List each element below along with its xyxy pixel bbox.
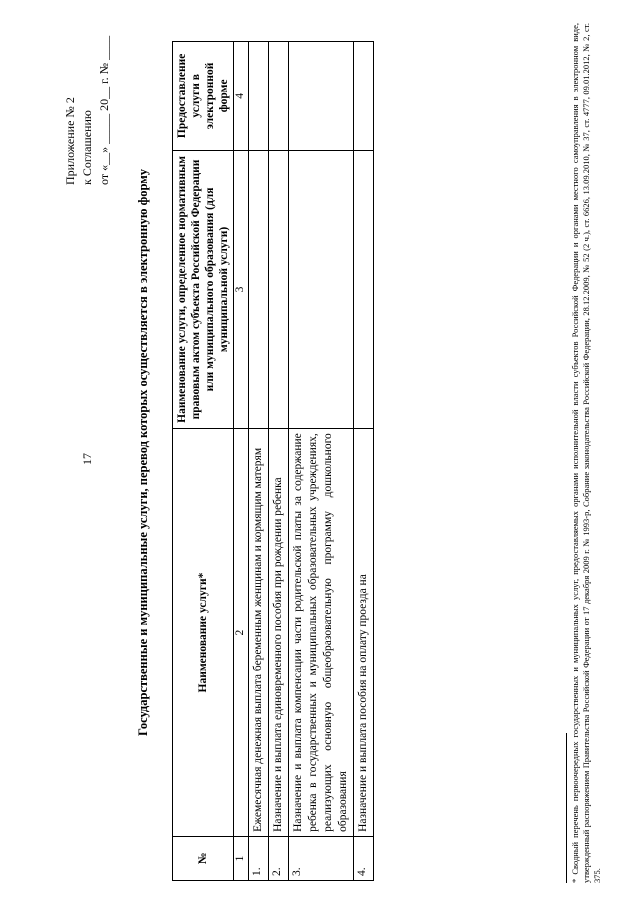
service-name: Назначение и выплата пособия на оплату проезда на xyxy=(354,429,374,837)
table-row xyxy=(269,42,289,881)
appendix-line-3: от «__» _____ 20__ г. № ____ xyxy=(97,35,111,185)
header-electronic-form: Предоставление услуги в электронной форме xyxy=(173,42,234,151)
electronic-form xyxy=(289,42,354,151)
column-number-row xyxy=(234,42,249,881)
service-name: Назначение и выплата компенсации части родительской платы за содержание ребенка в государственных и муниципальных образовательных учреждениях, реализующих основную общеобразовательную программу дошкольного образования xyxy=(289,429,354,837)
appendix-block xyxy=(62,36,113,185)
electronic-form xyxy=(249,42,269,151)
table-row xyxy=(289,42,354,881)
header-legal-act-name: Наименование услуги, определенное нормативным правовым актом субъекта Российской Федерации или муниципального образования (для муниципальной услуги) xyxy=(173,150,234,429)
row-number: 3. xyxy=(289,836,354,880)
footnote: * Сводный перечень первоочередных государственных и муниципальных услуг, предоставляемых органами исполнительной власти субъектов Российской Федерации и органами местного самоуправления в электронном виде, утвержденный распоряжением Правительства Российской Федерации от 17 декабря 2009 г. № 1993-р, Собрание законодательства Российской Федерации, 28.12.2009, № 52 (2 ч.), ст. 6626, 13.09.2010, № 37, ст. 4777, 09.01.2012, № 2, ст. 375. xyxy=(570,23,602,883)
row-number: 4. xyxy=(354,836,374,880)
column-number-1: 1 xyxy=(234,836,249,880)
table-row xyxy=(354,42,374,881)
legal-act-name xyxy=(249,150,269,429)
appendix-line-2: к Соглашению xyxy=(80,110,94,185)
appendix-line-1: Приложение № 2 xyxy=(63,97,77,185)
row-number: 1. xyxy=(249,836,269,880)
legal-act-name xyxy=(289,150,354,429)
legal-act-name xyxy=(354,150,374,429)
footnote-separator xyxy=(566,733,567,883)
row-number: 2. xyxy=(269,836,289,880)
service-name: Ежемесячная денежная выплата беременным женщинам и кормящим матерям xyxy=(249,429,269,837)
document-title: Государственные и муниципальные услуги, перевод которых осуществляется в электронную форму xyxy=(136,168,150,737)
legal-act-name xyxy=(269,150,289,429)
services-table xyxy=(172,41,374,881)
electronic-form xyxy=(354,42,374,151)
column-number-2: 2 xyxy=(234,429,249,837)
page-number: 17 xyxy=(80,453,94,465)
header-number: № xyxy=(173,836,234,880)
table-header-row xyxy=(173,42,234,881)
header-service-name: Наименование услуги* xyxy=(173,429,234,837)
table-row xyxy=(249,42,269,881)
electronic-form xyxy=(269,42,289,151)
service-name: Назначение и выплата единовременного пособия при рождении ребенка xyxy=(269,429,289,837)
column-number-4: 4 xyxy=(234,42,249,151)
column-number-3: 3 xyxy=(234,150,249,429)
